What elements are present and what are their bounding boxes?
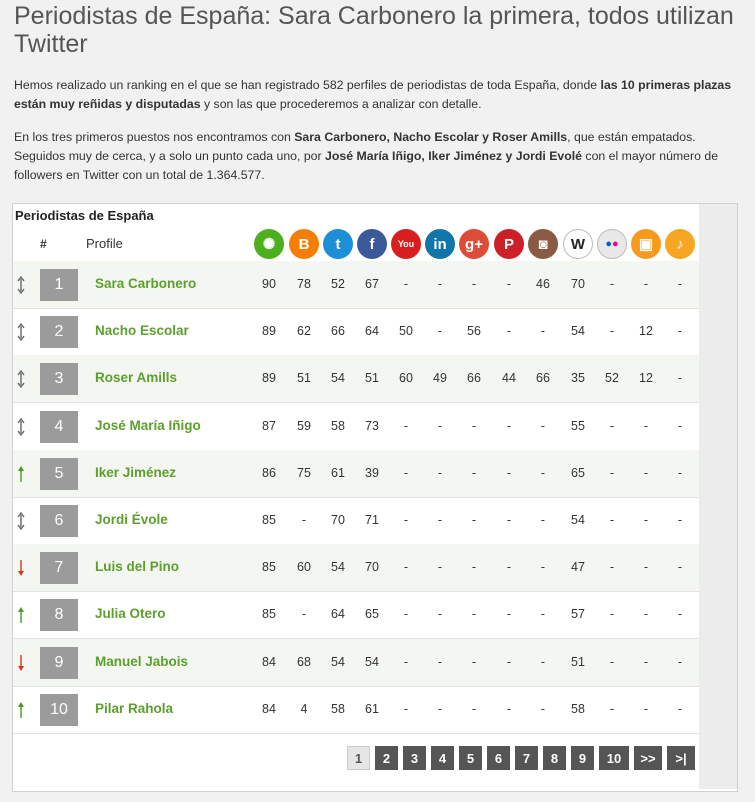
score-cell: - [437,324,443,339]
score-cell: 54 [571,513,585,527]
score-cell: - [677,465,683,480]
score-cell: - [437,465,443,480]
intro-highlight: las 10 primeras plazas están muy reñidas y disputadas [14,78,732,111]
score-cell: - [643,607,649,622]
score-cell: 57 [571,607,585,622]
rank-badge: 4 [40,411,78,443]
score-cell: - [609,324,615,339]
score-cell: - [609,465,615,480]
score-cell: 84 [262,701,276,716]
score-cell: 68 [297,654,311,669]
article-title: Periodistas de España: Sara Carbonero la primera, todos utilizan Twitter [14,2,734,58]
score-cell: - [677,418,683,433]
score-cell: - [643,513,649,527]
orange-network-icon[interactable]: ♪ [665,229,695,259]
score-cell: 47 [571,560,585,575]
profile-name-link[interactable]: Sara Carbonero [95,276,197,291]
rank-badge: 2 [40,316,78,348]
score-cell: - [471,277,477,291]
score-cell: 58 [331,418,345,433]
profile-name-link[interactable]: José María Iñigo [95,417,201,433]
score-cell: 58 [571,701,585,716]
score-cell: 54 [331,560,345,575]
score-cell: 44 [502,371,516,386]
youtube-icon[interactable]: You [391,229,421,259]
score-cell: 54 [331,654,345,669]
next-page-button[interactable]: >> [634,746,662,770]
score-cell: - [609,277,615,291]
page-2-button[interactable]: 2 [375,746,398,770]
score-cell: - [437,418,443,433]
score-cell: - [403,277,409,291]
score-cell: 50 [399,324,413,339]
score-cell: - [643,465,649,480]
page-1-button[interactable]: 1 [347,746,370,770]
score-cell: - [506,465,512,480]
score-cell: - [403,607,409,622]
score-cell: 39 [365,465,379,480]
score-cell: 85 [262,560,276,575]
score-cell: 89 [262,371,276,386]
table-row [13,686,699,734]
score-cell: - [609,513,615,527]
score-cell: - [403,701,409,716]
blogger-icon[interactable]: B [289,229,319,259]
page-10-button[interactable]: 10 [599,746,629,770]
score-cell: 61 [365,701,379,716]
score-cell: 90 [262,277,276,291]
score-cell: 35 [571,371,585,386]
score-cell: - [437,560,443,575]
score-cell: - [609,607,615,622]
rank-badge: 6 [40,505,78,537]
twitter-icon[interactable]: t [323,229,353,259]
score-cell: - [471,418,477,433]
score-cell: 54 [331,371,345,386]
score-cell: - [403,560,409,575]
last-page-button[interactable]: >| [667,746,695,770]
flickr-icon[interactable]: ● ● [597,229,627,259]
profile-name-link[interactable]: Nacho Escolar [95,323,189,339]
score-cell: - [643,701,649,716]
score-cell: 64 [331,607,345,622]
score-cell: - [471,701,477,716]
score-cell: - [506,513,512,527]
score-cell: 85 [262,513,276,527]
score-cell: 70 [365,560,379,575]
score-cell: - [609,418,615,433]
table-row [13,497,699,545]
score-cell: 67 [365,277,379,291]
table-row [13,308,699,356]
score-cell: 62 [297,324,311,339]
table-heading: Periodistas de España [15,208,154,223]
score-cell: 49 [433,371,447,386]
profile-name-link[interactable]: Roser Amills [95,370,178,386]
trend-same-icon [16,418,26,436]
score-cell: 70 [331,513,345,527]
score-cell: - [540,465,546,480]
score-cell: 56 [467,324,481,339]
linkedin-icon[interactable]: in [425,229,455,259]
trend-up-icon [16,465,26,483]
profile-name-link[interactable]: Luis del Pino [95,559,180,575]
profile-name-link[interactable]: Jordi Évole [95,512,168,527]
score-cell: 55 [571,418,585,433]
score-cell: 84 [262,654,276,669]
trend-down-icon [16,654,26,672]
trend-same-icon [16,370,26,388]
ranking-table [12,203,738,792]
score-cell: 86 [262,465,276,480]
trend-up-icon [16,701,26,719]
page-9-button[interactable]: 9 [571,746,594,770]
rank-badge: 3 [40,363,78,395]
score-cell: 61 [331,465,345,480]
score-cell: 12 [639,324,653,339]
trend-same-icon [16,512,26,530]
page-8-button[interactable]: 8 [543,746,566,770]
score-cell: - [643,654,649,669]
table-row [13,261,699,309]
score-cell: - [540,560,546,575]
score-cell: - [437,654,443,669]
summary-text-mid: , que están empatados. Seguidos muy de cerca, y a solo un punto cada uno, por [14,130,696,163]
score-cell: 66 [467,371,481,386]
intro-paragraph [14,76,742,114]
page-6-button[interactable]: 6 [487,746,510,770]
score-cell: 60 [399,371,413,386]
score-cell: - [437,513,443,527]
wikipedia-icon[interactable]: W [563,229,593,259]
score-cell: 65 [571,465,585,480]
score-cell: - [540,701,546,716]
rank-badge: 7 [40,552,78,584]
score-cell: - [437,277,443,291]
trend-same-icon [16,323,26,341]
trend-down-icon [16,559,26,577]
score-cell: - [506,654,512,669]
table-row [13,450,699,498]
score-cell: - [677,513,683,527]
intro-text-end: y son las que procederemos a analizar con detalle. [200,97,482,111]
score-cell: 64 [365,324,379,339]
score-cell: - [643,560,649,575]
profile-name-link[interactable]: Manuel Jabois [95,653,189,669]
score-cell: 54 [571,324,585,339]
score-cell: - [540,607,546,622]
score-cell: 51 [365,371,379,386]
rank-badge: 8 [40,599,78,631]
score-cell: - [471,465,477,480]
summary-text-end: con el mayor número de followers en Twitter con un total de 1.364.577. [14,149,719,182]
score-cell: - [403,418,409,433]
score-cell: - [677,324,683,339]
pinterest-icon[interactable]: P [494,229,524,259]
table-row [13,591,699,639]
table-row [13,355,699,403]
score-cell: - [677,654,683,669]
score-cell: - [540,418,546,433]
score-cell: - [540,324,546,339]
facebook-icon[interactable]: f [357,229,387,259]
score-cell: 51 [297,371,311,386]
score-cell: 65 [365,607,379,622]
score-cell: 46 [536,277,550,291]
profile-name-link[interactable]: Julia Otero [95,606,166,622]
score-cell: - [609,701,615,716]
score-cell: - [506,607,512,622]
score-cell: - [677,560,683,575]
score-cell: - [677,277,683,291]
summary-paragraph [14,128,742,185]
score-cell: - [506,418,512,433]
summary-next3: José María Iñigo, Iker Jiménez y Jordi Evolé [325,149,583,163]
score-cell: 75 [297,465,311,480]
page-7-button[interactable]: 7 [515,746,538,770]
instagram-icon[interactable]: ◙ [528,229,558,259]
score-cell: - [437,607,443,622]
score-cell: 70 [571,277,585,291]
score-cell: 78 [297,277,311,291]
intro-text: Hemos realizado un ranking en el que se han registrado 582 perfiles de periodistas de toda España, donde [14,78,601,92]
score-cell: 4 [300,701,308,716]
score-cell: 54 [365,654,379,669]
score-cell: - [506,277,512,291]
profile-name-link[interactable]: Iker Jiménez [95,464,177,480]
score-cell: 52 [331,277,345,291]
score-cell: 59 [297,418,311,433]
score-cell: 52 [605,371,619,386]
score-cell: - [471,560,477,575]
score-cell: - [506,701,512,716]
score-cell: 12 [639,371,653,386]
score-cell: 51 [571,654,585,669]
score-cell: - [437,701,443,716]
score-cell: 87 [262,418,276,433]
summary-text: En los tres primeros puestos nos encontramos con [14,130,295,144]
profile-column-header: Profile [86,236,123,251]
rank-column-header: # [40,237,47,251]
table-row [13,639,699,687]
score-cell: - [643,418,649,433]
score-cell: 73 [365,418,379,433]
table-row [13,544,699,592]
score-cell: - [643,277,649,291]
googleplus-icon[interactable]: g+ [459,229,489,259]
score-cell: - [677,607,683,622]
score-cell: 66 [536,371,550,386]
score-cell: 58 [331,701,345,716]
score-cell: - [506,324,512,339]
score-cell: 89 [262,324,276,339]
score-cell: - [677,701,683,716]
page-4-button[interactable]: 4 [431,746,454,770]
profile-name-link[interactable]: Pilar Rahola [95,700,174,716]
rank-badge: 1 [40,269,78,301]
score-cell: 71 [365,513,379,527]
rank-badge: 10 [40,694,78,726]
score-cell: - [403,513,409,527]
score-cell: - [301,607,307,622]
score-cell: - [609,654,615,669]
page-3-button[interactable]: 3 [403,746,426,770]
score-cell: - [403,654,409,669]
rank-badge: 5 [40,458,78,490]
score-cell: - [540,654,546,669]
rank-badge: 9 [40,647,78,679]
score-cell: - [471,654,477,669]
score-cell: 66 [331,324,345,339]
trend-same-icon [16,276,26,294]
score-cell: 60 [297,560,311,575]
score-cell: - [471,513,477,527]
page-5-button[interactable]: 5 [459,746,482,770]
slideshare-icon[interactable]: ▣ [631,229,661,259]
table-row [13,403,699,451]
score-cell: 85 [262,607,276,622]
score-cell: - [677,371,683,386]
score-cell: - [540,513,546,527]
score-cell: - [506,560,512,575]
side-tab [699,204,737,789]
summary-top3: Sara Carbonero, Nacho Escolar y Roser Amills [294,130,568,144]
score-cell: - [609,560,615,575]
score-cell: - [471,607,477,622]
trend-up-icon [16,606,26,624]
score-cell: - [301,513,307,527]
klout-icon[interactable]: ✺ [254,229,284,259]
score-cell: - [403,465,409,480]
